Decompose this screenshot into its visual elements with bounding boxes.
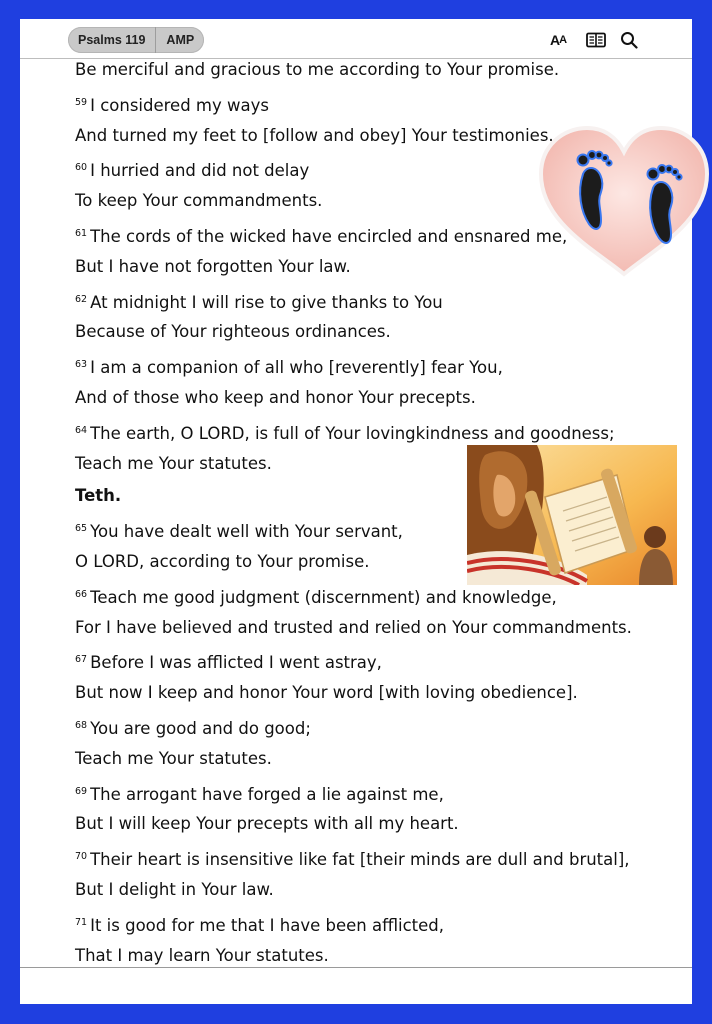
verse-text: But I delight in Your law.: [75, 879, 274, 899]
verse-text: And of those who keep and honor Your precepts.: [75, 387, 476, 407]
verse-number: 71: [75, 916, 88, 928]
verse-line[interactable]: [75, 649, 685, 682]
verse-text: You are good and do good;: [90, 718, 311, 738]
verse-text: The arrogant have forged a lie against me,: [90, 784, 444, 804]
verse-line[interactable]: [75, 813, 685, 846]
passage-selector[interactable]: [68, 27, 204, 53]
verse-number: 70: [75, 851, 88, 863]
verse-text: And turned my feet to [follow and obey] Your testimonies.: [75, 125, 554, 145]
toolbar: [20, 19, 692, 59]
verse-line[interactable]: [75, 912, 685, 945]
verse-text: Their heart is insensitive like fat [their minds are dull and brutal],: [90, 850, 630, 870]
verse-line[interactable]: [75, 92, 685, 125]
verse-text: I am a companion of all who [reverently] fear You,: [90, 358, 503, 378]
scroll-reader-illustration: [467, 445, 677, 585]
verse-line[interactable]: [75, 748, 685, 781]
font-label-big: A: [550, 32, 560, 48]
verse-text: But I will keep Your precepts with all my heart.: [75, 814, 459, 834]
verse-number: 63: [75, 359, 88, 371]
book-chapter-button[interactable]: Psalms 119: [78, 33, 146, 47]
verse-text: But now I keep and honor Your word [with loving obedience].: [75, 683, 578, 703]
font-label-small: A: [559, 34, 567, 46]
verse-text: You have dealt well with Your servant,: [90, 522, 403, 542]
verse-line[interactable]: [75, 321, 685, 354]
verse-number: 68: [75, 719, 88, 731]
verse-text: To keep Your commandments.: [75, 191, 323, 211]
book-icon[interactable]: [586, 30, 606, 50]
verse-line[interactable]: [75, 715, 685, 748]
verse-text: The cords of the wicked have encircled and ensnared me,: [90, 226, 568, 246]
verse-number: 60: [75, 162, 88, 174]
verse-line[interactable]: [75, 584, 685, 617]
verse-line[interactable]: [75, 781, 685, 814]
verse-text: Teach me Your statutes.: [75, 748, 272, 768]
verse-line[interactable]: [75, 59, 685, 92]
verse-number: 64: [75, 424, 88, 436]
verse-line[interactable]: [75, 682, 685, 715]
search-icon[interactable]: [620, 30, 638, 50]
verse-text: But I have not forgotten Your law.: [75, 256, 351, 276]
font-size-icon[interactable]: [550, 30, 566, 50]
verse-number: 69: [75, 785, 88, 797]
verse-text: O LORD, according to Your promise.: [75, 551, 370, 571]
verse-text: It is good for me that I have been afflicted,: [90, 915, 445, 935]
verse-number: 65: [75, 523, 88, 535]
verse-line[interactable]: [75, 617, 685, 650]
verse-text: Teach me good judgment (discernment) and knowledge,: [90, 587, 557, 607]
verse-text: Before I was afflicted I went astray,: [90, 653, 382, 673]
verse-line[interactable]: [75, 354, 685, 387]
bottom-divider: [20, 967, 692, 968]
verse-text: Teth.: [75, 486, 122, 506]
verse-number: 67: [75, 654, 88, 666]
verse-text: Because of Your righteous ordinances.: [75, 322, 391, 342]
verse-number: 59: [75, 96, 88, 108]
reader-page: [20, 19, 692, 1004]
verse-line[interactable]: [75, 387, 685, 420]
verse-number: 62: [75, 293, 88, 305]
verse-text: Be merciful and gracious to me according to Your promise.: [75, 60, 560, 79]
verse-line[interactable]: [75, 846, 685, 879]
verse-number: 61: [75, 227, 88, 239]
verse-line[interactable]: [75, 289, 685, 322]
verse-text: I considered my ways: [90, 95, 269, 115]
verse-line[interactable]: [75, 879, 685, 912]
verse-text: Teach me Your statutes.: [75, 453, 272, 473]
verse-text: The earth, O LORD, is full of Your lovingkindness and goodness;: [90, 423, 615, 443]
verse-text: At midnight I will rise to give thanks to You: [90, 292, 443, 312]
verse-number: 66: [75, 588, 88, 600]
heart-footprints-icon: [535, 122, 712, 280]
verse-text: That I may learn Your statutes.: [75, 945, 329, 965]
verse-text: I hurried and did not delay: [90, 161, 310, 181]
version-button[interactable]: AMP: [166, 33, 195, 47]
verse-line[interactable]: [75, 945, 685, 978]
verse-text: For I have believed and trusted and relied on Your commandments.: [75, 617, 632, 637]
